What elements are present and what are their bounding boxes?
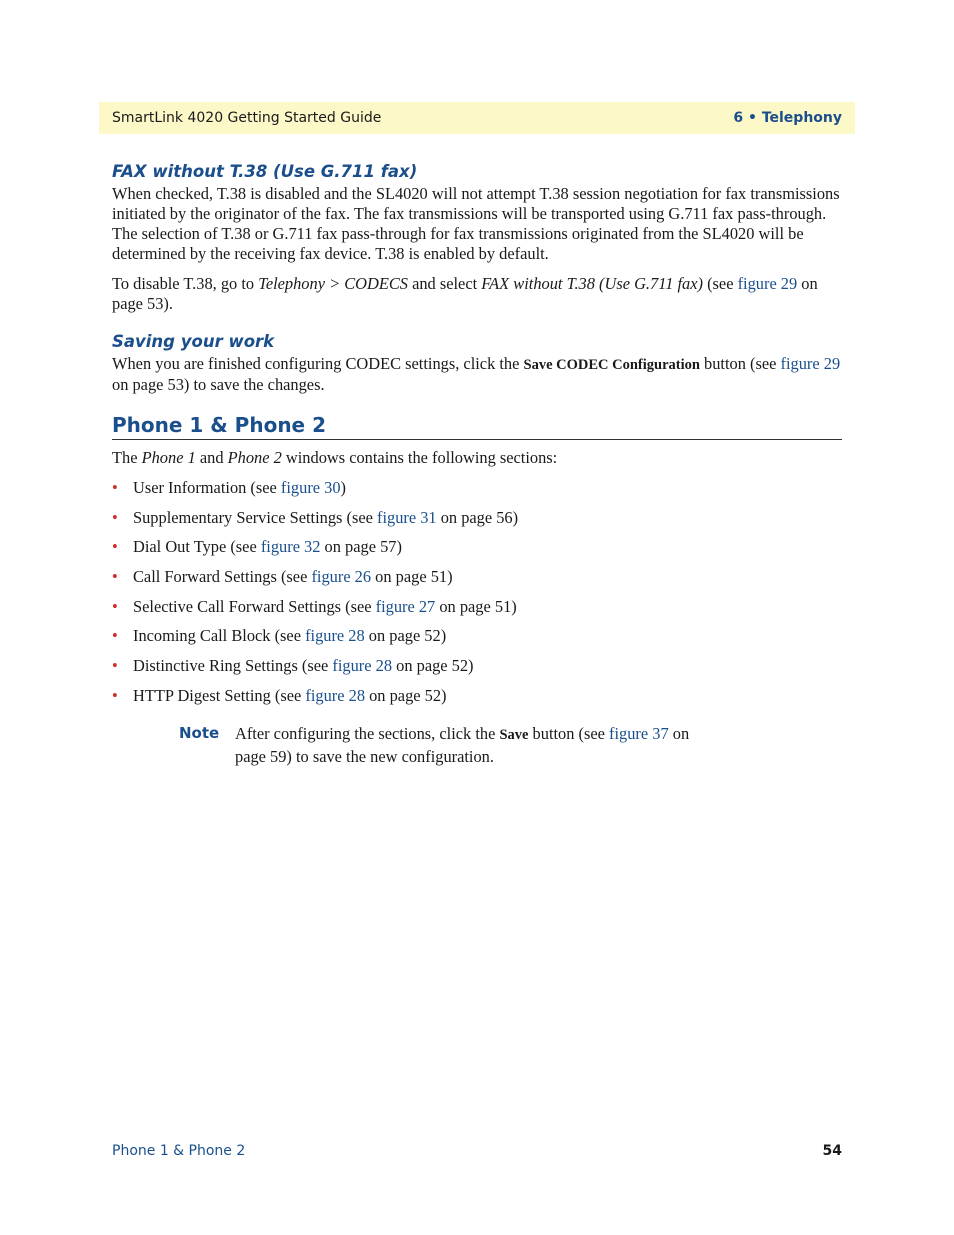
figure-link[interactable]: figure 30	[280, 478, 341, 497]
item-text: on page 51)	[371, 567, 453, 587]
list-item	[112, 626, 842, 646]
item-text: Selective Call Forward Settings (see	[133, 596, 376, 616]
text: and select	[407, 274, 482, 293]
text: and	[195, 448, 228, 467]
page-content	[112, 160, 842, 767]
list-item	[112, 597, 842, 617]
bullet-icon: •	[112, 656, 118, 676]
figure-link[interactable]: figure 28	[332, 656, 393, 676]
section-list	[112, 478, 842, 706]
fax-instructions	[112, 274, 842, 314]
text: on page 53) to save the changes.	[112, 375, 325, 394]
item-text: Call Forward Settings (see	[133, 567, 312, 587]
button-name: Save CODEC Configuration	[523, 357, 700, 373]
window-name: Phone 2	[227, 448, 282, 467]
item-text: Distinctive Ring Settings (see	[133, 656, 333, 676]
button-name: Save	[499, 726, 529, 743]
header-chapter: 6 • Telephony	[733, 110, 842, 126]
phone-intro	[112, 448, 842, 468]
text: on page 59) to save the new configuration.	[235, 723, 690, 766]
fax-paragraph: When checked, T.38 is disabled and the SL4020 will not attempt T.38 session negotiation for fax transmissions initiated by the originator of the fax. The fax transmissions will be transported using G.711 fax pass-through. The selection of T.38 or G.711 fax pass-through for fax transmissions originated from the SL4020 will be determined by the receiving fax device. T.38 is enabled by default.	[112, 184, 840, 263]
text: After configuring the sections, click the	[235, 723, 500, 743]
text: When you are finished configuring CODEC settings, click the	[112, 354, 524, 373]
list-item	[112, 537, 842, 557]
text: button (see	[528, 723, 610, 743]
figure-link[interactable]: figure 29	[780, 354, 841, 373]
text: windows contains the following sections:	[281, 448, 558, 467]
note-text	[235, 723, 705, 767]
item-text: on page 51)	[435, 596, 517, 616]
bullet-icon: •	[112, 507, 118, 527]
item-text: on page 56)	[436, 507, 519, 527]
list-item	[112, 567, 842, 587]
page-footer	[112, 1143, 842, 1159]
page-number: 54	[822, 1143, 842, 1159]
item-text: on page 57)	[320, 537, 402, 557]
window-name: Phone 1	[141, 448, 196, 467]
list-item	[112, 478, 842, 498]
item-text: Supplementary Service Settings (see	[133, 507, 377, 527]
list-item	[112, 686, 842, 706]
text: The	[112, 448, 142, 467]
figure-link[interactable]: figure 27	[375, 596, 436, 616]
note-label: Note	[179, 723, 220, 742]
figure-link[interactable]: figure 28	[305, 626, 365, 646]
figure-link[interactable]: figure 28	[305, 685, 366, 705]
footer-section: Phone 1 & Phone 2	[112, 1143, 246, 1159]
text: on page 53).	[112, 274, 818, 313]
item-text: Dial Out Type (see	[133, 537, 261, 557]
header-title: SmartLink 4020 Getting Started Guide	[112, 110, 382, 126]
figure-link[interactable]: figure 37	[609, 723, 669, 743]
fax-heading: FAX without T.38 (Use G.711 fax)	[112, 162, 418, 181]
item-text: User Information (see	[133, 478, 281, 497]
bullet-icon: •	[112, 537, 118, 557]
item-text: HTTP Digest Setting (see	[133, 685, 306, 705]
item-text: )	[340, 478, 347, 497]
figure-link[interactable]: figure 32	[260, 537, 321, 557]
text: (see	[702, 274, 738, 293]
list-item	[112, 656, 842, 676]
bullet-icon: •	[112, 626, 118, 646]
item-text: Incoming Call Block (see	[133, 626, 306, 646]
list-item	[112, 508, 842, 528]
item-text: on page 52)	[365, 685, 447, 705]
figure-link[interactable]: figure 26	[311, 567, 372, 587]
text: button (see	[699, 354, 781, 373]
menu-path: Telephony > CODECS	[258, 274, 408, 293]
bullet-icon: •	[112, 478, 118, 497]
page-header	[99, 102, 855, 134]
bullet-icon: •	[112, 567, 118, 587]
bullet-icon: •	[112, 685, 118, 705]
option-name: FAX without T.38 (Use G.711 fax)	[481, 274, 703, 293]
figure-link[interactable]: figure 29	[737, 274, 798, 293]
text: To disable T.38, go to	[112, 274, 259, 293]
phone-heading: Phone 1 & Phone 2	[112, 412, 842, 440]
bullet-icon: •	[112, 596, 118, 616]
saving-heading: Saving your work	[112, 332, 275, 351]
item-text: on page 52)	[364, 626, 447, 646]
saving-paragraph	[112, 354, 842, 395]
item-text: on page 52)	[392, 656, 474, 676]
note-block	[179, 723, 842, 767]
figure-link[interactable]: figure 31	[376, 507, 437, 527]
